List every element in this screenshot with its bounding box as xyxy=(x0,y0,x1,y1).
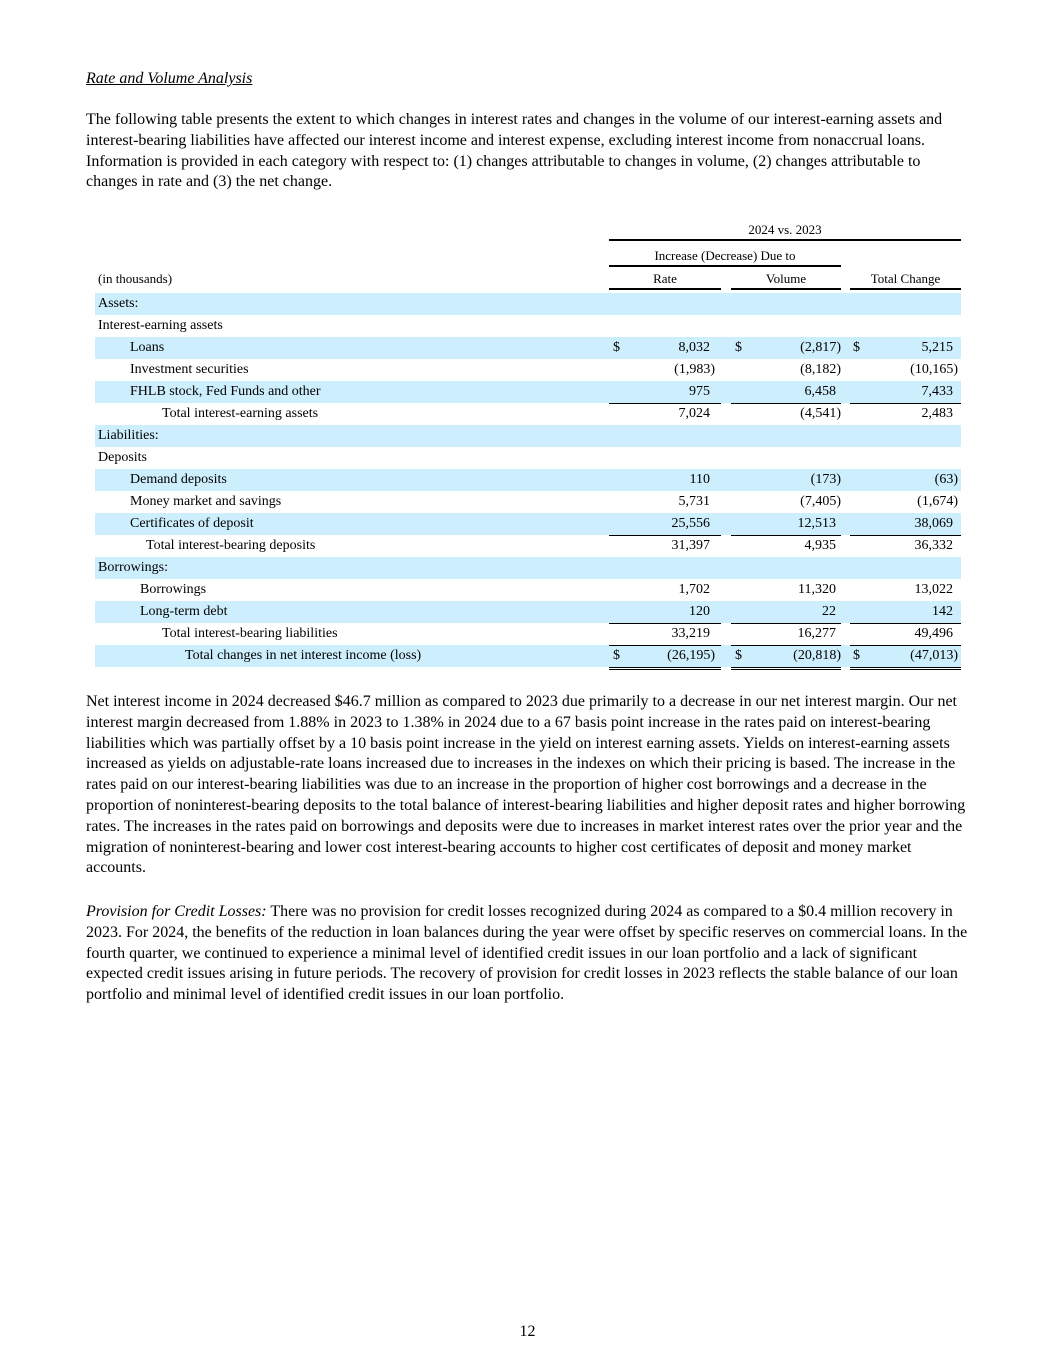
cell-rate xyxy=(609,337,715,357)
cell-total xyxy=(850,645,958,665)
cell-value: 5,215 xyxy=(921,340,953,355)
cell-volume xyxy=(731,623,841,643)
cell-total xyxy=(850,381,958,401)
cell-volume xyxy=(731,491,841,511)
cell-volume xyxy=(731,513,841,533)
cell-rate xyxy=(609,513,715,533)
table-row xyxy=(95,381,961,403)
table-row xyxy=(95,535,961,557)
cell-value: 2,483 xyxy=(921,406,953,421)
period-header: 2024 vs. 2023 xyxy=(609,220,961,241)
cell-value: (26,195) xyxy=(667,648,715,663)
cell-volume xyxy=(731,645,841,665)
cell-value: 38,069 xyxy=(914,516,953,531)
cell-value: (1,983) xyxy=(674,362,715,377)
provision-body: There was no provision for credit losses recognized during 2024 as compared to a $0.4 million recovery in 2023. For 2024, the benefits of the reduction in loan balances during the year were offset by specific reserves on commercial loans. In the fourth quarter, we continued to experience a minimal level of identified credit issues in our loan portfolio and a lack of significant expected credit issues arising in future periods. The recovery of provision for credit losses in 2023 reflects the stable balance of our loan portfolio and minimal level of identified credit issues in our loan portfolio. xyxy=(86,903,968,1004)
cell-value: (2,817) xyxy=(800,340,841,355)
cell-value: 49,496 xyxy=(914,626,953,641)
cell-value: (47,013) xyxy=(910,648,958,663)
cell-total xyxy=(850,601,958,621)
table-row xyxy=(95,337,961,359)
row-label: Borrowings: xyxy=(98,560,168,575)
table-body xyxy=(95,293,961,667)
cell-total xyxy=(850,513,958,533)
cell-rate xyxy=(609,579,715,599)
cell-value: (20,818) xyxy=(793,648,841,663)
cell-value: 5,731 xyxy=(678,494,710,509)
intro-paragraph: The following table presents the extent to which changes in interest rates and changes in the volume of our interest-earning assets and interest-bearing liabilities have affected our interest income and interest expense, excluding interest income from nonaccrual loans. Information is provided in each category with respect to: (1) changes attributable to changes in volume, (2) changes attributable to changes in rate and (3) the net change. xyxy=(86,111,943,191)
cell-total xyxy=(850,403,958,423)
column-header-rate: Rate xyxy=(609,269,721,290)
cell-volume xyxy=(731,359,841,379)
row-label: Total interest-bearing deposits xyxy=(146,538,316,553)
cell-value: 7,433 xyxy=(921,384,953,399)
cell-rate xyxy=(609,601,715,621)
row-label: Liabilities: xyxy=(98,428,159,443)
cell-volume xyxy=(731,381,841,401)
currency-symbol: $ xyxy=(853,648,860,663)
net-interest-income-paragraph: Net interest income in 2024 decreased $46.7 million as compared to 2023 due primarily to a decrease in our net interest margin. Our net interest margin decreased from 1.88% in 2023 to 1.38% in 2024 due to a 67 basis point increase in the rates paid on interest-bearing liabilities which was partially offset by a 10 basis point increase in the yield on interest earning assets. Yields on interest-earning assets increased as yields on adjustable-rate loans increased due to increases in the indexes on which their pricing is based. The increase in the rates paid on our interest-bearing liabilities was due to an increase in the proportion of higher cost borrowings and a decrease in the proportion of noninterest-bearing deposits to the total balance of interest-bearing liabilities and higher deposit rates and higher borrowing rates. The increases in the rates paid on borrowings and deposits were due to increases in market interest rates over the prior year and the migration of noninterest-bearing and lower cost interest-bearing accounts to higher cost certificates of deposit and money market accounts. xyxy=(86,693,966,877)
table-row xyxy=(95,403,961,425)
cell-value: 4,935 xyxy=(804,538,836,553)
cell-value: (10,165) xyxy=(910,362,958,377)
cell-value: 36,332 xyxy=(914,538,953,553)
cell-value: (8,182) xyxy=(800,362,841,377)
cell-value: (7,405) xyxy=(800,494,841,509)
cell-total xyxy=(850,623,958,643)
table-row xyxy=(95,425,961,447)
cell-volume xyxy=(731,403,841,423)
cell-value: 6,458 xyxy=(804,384,836,399)
row-label: Loans xyxy=(130,340,165,355)
cell-value: 12,513 xyxy=(797,516,836,531)
row-label: Demand deposits xyxy=(130,472,227,487)
cell-value: 975 xyxy=(689,384,710,399)
row-label: Deposits xyxy=(98,450,147,465)
cell-value: (173) xyxy=(810,472,841,487)
table-row xyxy=(95,293,961,315)
cell-value: (4,541) xyxy=(800,406,841,421)
cell-value: 33,219 xyxy=(671,626,710,641)
cell-total xyxy=(850,535,958,555)
cell-volume xyxy=(731,579,841,599)
cell-volume xyxy=(731,601,841,621)
cell-value: 142 xyxy=(932,604,953,619)
cell-value: 25,556 xyxy=(671,516,710,531)
cell-rate xyxy=(609,469,715,489)
row-label: Assets: xyxy=(98,296,139,311)
cell-value: 31,397 xyxy=(671,538,710,553)
currency-symbol: $ xyxy=(613,648,620,663)
table-row xyxy=(95,447,961,469)
cell-volume xyxy=(731,337,841,357)
cell-total xyxy=(850,359,958,379)
cell-value: (63) xyxy=(934,472,958,487)
table-row xyxy=(95,315,961,337)
table-row xyxy=(95,469,961,491)
table-row xyxy=(95,557,961,579)
cell-value: 120 xyxy=(689,604,710,619)
table-row xyxy=(95,601,961,623)
cell-rate xyxy=(609,623,715,643)
cell-total xyxy=(850,337,958,357)
row-label: Certificates of deposit xyxy=(130,516,254,531)
cell-value: 16,277 xyxy=(797,626,836,641)
cell-volume xyxy=(731,469,841,489)
cell-rate xyxy=(609,359,715,379)
table-row xyxy=(95,513,961,535)
currency-symbol: $ xyxy=(853,340,860,355)
cell-rate xyxy=(609,535,715,555)
column-header-volume: Volume xyxy=(731,269,841,290)
table-row xyxy=(95,359,961,381)
cell-total xyxy=(850,491,958,511)
currency-symbol: $ xyxy=(613,340,620,355)
row-label: Total changes in net interest income (loss) xyxy=(185,648,422,663)
table-row xyxy=(95,579,961,601)
row-label: Investment securities xyxy=(130,362,249,377)
cell-volume xyxy=(731,535,841,555)
table-row xyxy=(95,645,961,667)
cell-rate xyxy=(609,381,715,401)
cell-value: 8,032 xyxy=(678,340,710,355)
row-label: Total interest-bearing liabilities xyxy=(162,626,338,641)
column-header-total-change: Total Change xyxy=(850,269,961,290)
cell-value: 11,320 xyxy=(798,582,836,597)
row-label: Long-term debt xyxy=(140,604,228,619)
cell-value: 13,022 xyxy=(914,582,953,597)
cell-value: 1,702 xyxy=(678,582,710,597)
group-header: Increase (Decrease) Due to xyxy=(609,246,841,267)
row-label: Money market and savings xyxy=(130,494,282,509)
cell-value: 110 xyxy=(689,472,710,487)
cell-value: 22 xyxy=(822,604,836,619)
table-row xyxy=(95,623,961,645)
table-row xyxy=(95,491,961,513)
row-label: Borrowings xyxy=(140,582,207,597)
cell-value: (1,674) xyxy=(917,494,958,509)
row-label: Total interest-earning assets xyxy=(162,406,319,421)
currency-symbol: $ xyxy=(735,648,742,663)
page-number: 12 xyxy=(519,1323,536,1340)
row-label: Interest-earning assets xyxy=(98,318,223,333)
currency-symbol: $ xyxy=(735,340,742,355)
cell-rate xyxy=(609,403,715,423)
cell-value: 7,024 xyxy=(678,406,710,421)
provision-lead: Provision for Credit Losses: xyxy=(86,903,267,920)
cell-total xyxy=(850,469,958,489)
section-title: Rate and Volume Analysis xyxy=(86,70,253,87)
cell-rate xyxy=(609,491,715,511)
provision-paragraph xyxy=(86,902,971,1006)
row-label: FHLB stock, Fed Funds and other xyxy=(130,384,321,399)
units-label: (in thousands) xyxy=(98,271,173,286)
cell-total xyxy=(850,579,958,599)
cell-rate xyxy=(609,645,715,665)
